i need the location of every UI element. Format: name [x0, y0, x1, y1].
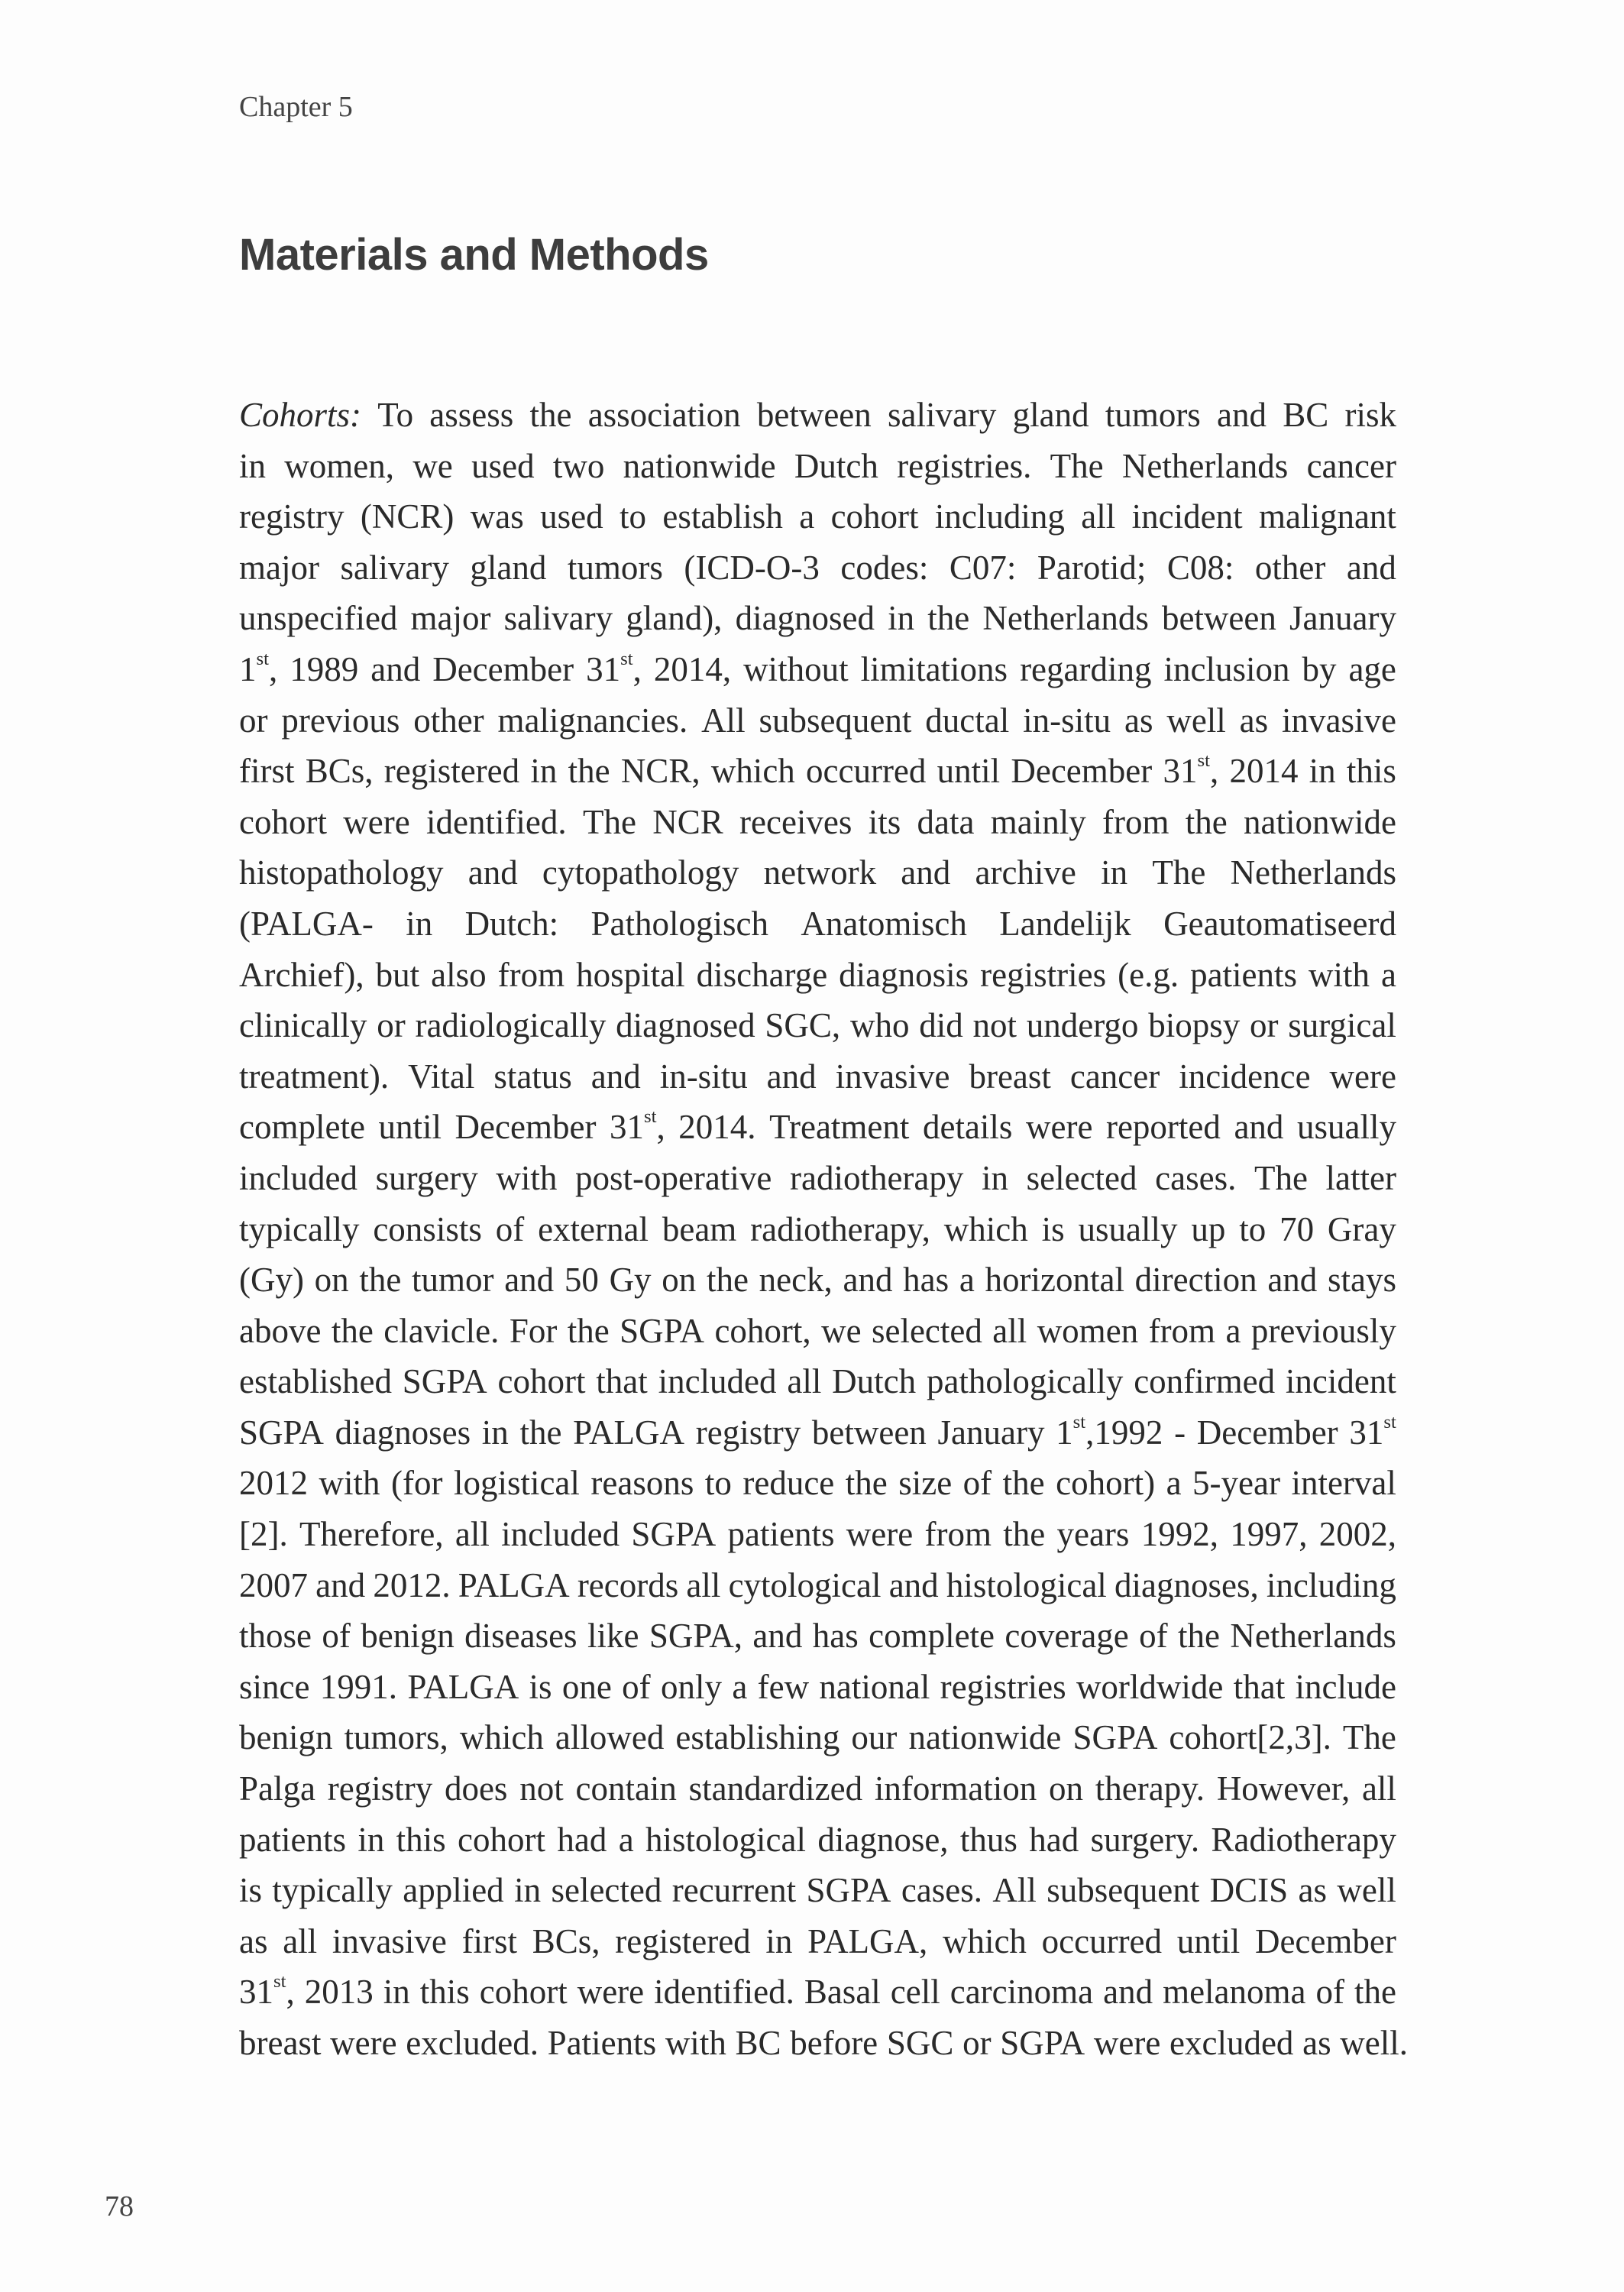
- text-line: (PALGA- in Dutch: Pathologisch Anatomisch Landelijk Geautomatiseerd: [239, 904, 1396, 943]
- text-line: Archief), but also from hospital discharge diagnosis registries (e.g. patients with a: [239, 955, 1396, 994]
- text-line: complete until December 31st, 2014. Treatment details were reported and usually: [239, 1106, 1396, 1147]
- page-number: 78: [105, 2190, 134, 2222]
- text-line: typically consists of external beam radiotherapy, which is usually up to 70 Gray: [239, 1209, 1396, 1248]
- text-line: 2012 with (for logistical reasons to reduce the size of the cohort) a 5-year interval: [239, 1464, 1396, 1503]
- running-head: Chapter 5: [239, 91, 353, 123]
- body-paragraph: [239, 390, 1409, 2069]
- text-line: 1st, 1989 and December 31st, 2014, without limitations regarding inclusion by age: [239, 648, 1396, 688]
- text-line: those of benign diseases like SGPA, and has complete coverage of the Netherlands: [239, 1617, 1396, 1656]
- text-line: breast were excluded. Patients with BC before SGC or SGPA were excluded as well.: [239, 2024, 1409, 2062]
- text-line: is typically applied in selected recurrent SGPA cases. All subsequent DCIS as well: [239, 1871, 1396, 1910]
- text-line: since 1991. PALGA is one of only a few national registries worldwide that include: [239, 1667, 1396, 1706]
- text-line: established SGPA cohort that included all Dutch pathologically confirmed incident: [239, 1362, 1396, 1401]
- text-line: benign tumors, which allowed establishing our nationwide SGPA cohort[2,3]. The: [239, 1718, 1396, 1757]
- text-line: patients in this cohort had a histological diagnose, thus had surgery. Radiotherapy: [239, 1820, 1396, 1859]
- text-line: [2]. Therefore, all included SGPA patients were from the years 1992, 1997, 2002,: [239, 1515, 1396, 1554]
- text-line: first BCs, registered in the NCR, which occurred until December 31st, 2014 in this: [239, 750, 1396, 791]
- text-line: major salivary gland tumors (ICD-O-3 codes: C07: Parotid; C08: other and: [239, 548, 1396, 587]
- text-line: Palga registry does not contain standardized information on therapy. However, all: [239, 1769, 1396, 1808]
- text-line: 31st, 2013 in this cohort were identified. Basal cell carcinoma and melanoma of the: [239, 1971, 1396, 2012]
- text-line: clinically or radiologically diagnosed SGC, who did not undergo biopsy or surgical: [239, 1006, 1396, 1045]
- text-line: in women, we used two nationwide Dutch registries. The Netherlands cancer: [239, 446, 1396, 485]
- section-title: Materials and Methods: [239, 230, 709, 280]
- text-line: as all invasive first BCs, registered in PALGA, which occurred until December: [239, 1921, 1396, 1960]
- text-line: or previous other malignancies. All subsequent ductal in-situ as well as invasive: [239, 701, 1396, 740]
- text-line: 2007 and 2012. PALGA records all cytological and histological diagnoses, including: [239, 1565, 1396, 1604]
- text-line: above the clavicle. For the SGPA cohort, we selected all women from a previously: [239, 1311, 1396, 1350]
- text-line: cohort were identified. The NCR receives its data mainly from the nationwide: [239, 802, 1396, 841]
- text-line: treatment). Vital status and in-situ and invasive breast cancer incidence were: [239, 1057, 1396, 1096]
- text-line: registry (NCR) was used to establish a cohort including all incident malignant: [239, 497, 1396, 536]
- text-line: included surgery with post-operative radiotherapy in selected cases. The latter: [239, 1158, 1396, 1197]
- text-line: (Gy) on the tumor and 50 Gy on the neck, and has a horizontal direction and stays: [239, 1261, 1396, 1300]
- text-line: histopathology and cytopathology network and archive in The Netherlands: [239, 853, 1396, 892]
- text-line: unspecified major salivary gland), diagnosed in the Netherlands between January: [239, 599, 1396, 638]
- text-line: Cohorts: To assess the association between salivary gland tumors and BC risk: [239, 396, 1396, 434]
- text-line: SGPA diagnoses in the PALGA registry between January 1st,1992 - December 31st: [239, 1411, 1396, 1452]
